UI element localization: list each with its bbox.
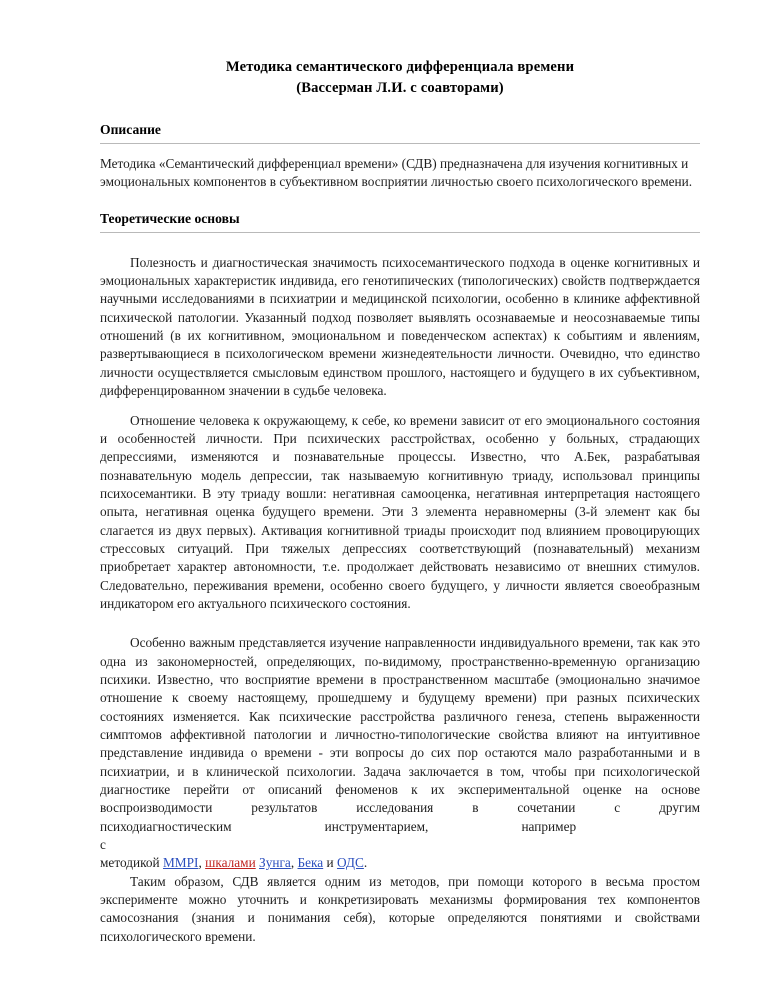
methodology-prefix: методикой — [100, 855, 163, 871]
methodology-links-line — [100, 854, 700, 872]
link-separator-4: и — [323, 855, 337, 871]
theory-paragraph-4: Таким образом, СДВ является одним из методов, при помощи которого в весьма простом эксперименте можно уточнить и конкретизировать механизмы формирования тех компонентов самосознания (знания и понимания себя), которые определяются понятиями и свойствами психологического времени. — [100, 873, 700, 944]
theory-paragraph-3 — [100, 634, 700, 854]
theory-paragraph-1: Полезность и диагностическая значимость психосемантического подхода в оценке когнитивных и эмоциональных характеристик индивида, его генотипических (типологических) свойств подтверждается научными исследованиями в психиатрии и медицинской психологии, особенно в клинике аффективной психической патологии. Указанный подход позволяет выявлять осознаваемые и неосознаваемые типы отношений (в их когнитивном, эмоциональном и поведенческом аспектах) к событиям и явлениям, развертывающиеся в психологическом времени жизнедеятельности личности. Очевидно, что единство личности осуществляется смысловым единством прошлого, настоящего и будущего в их субъективном, дифференцированном значении в судьбе человека. — [100, 254, 700, 399]
page-title-line-1: Методика семантического дифференциала времени — [225, 59, 575, 75]
link-zunga[interactable]: Зунга — [259, 855, 291, 871]
theory-paragraph-3-word-3: например — [521, 818, 577, 834]
theory-paragraph-2: Отношение человека к окружающему, к себе, ко времени зависит от его эмоционального состояния и особенностей личности. При психических расстройствах, особенно у больных, страдающих депрессиями, изменяются и познавательные процессы. Известно, что А.Бек, разрабатывая познавательную модель депрессии, так называемую когнитивную триаду, использовал принципы психосемантики. В эту триаду вошли: негативная самооценка, негативная интерпретация настоящего опыта, негативная оценка будущего времени. Эти 3 элемента неравномерны (3-й элемент как бы слагается из двух первых). Активация когнитивной триады происходит под влиянием провоцирующих стрессовых ситуаций. При тяжелых депрессиях соответствующий (познавательный) механизм приобретает характер автономности, т.е. продолжает действовать независимо от внешних стимулов. Следовательно, переживания времени, особенно своего будущего, у личности является своеобразным индикатором его актуального психического состояния. — [100, 412, 700, 611]
section-heading-description: Описание — [100, 122, 700, 143]
link-separator-1: , — [198, 855, 206, 871]
link-beka[interactable]: Бека — [297, 855, 324, 871]
page-title-line-2: (Вассерман Л.И. с соавторами) — [296, 79, 504, 96]
link-ods[interactable]: ОДС — [336, 855, 364, 871]
link-line-suffix: . — [363, 855, 368, 871]
theory-paragraph-3-text: Особенно важным представляется изучение направленности индивидуального времени, так как это одна из закономерностей, определяющих, по-видимому, пространственно-временную организацию психики. Известно, что восприятие времени в пространственном масштабе (эмоционально значимое отношение к своему настоящему, прошедшему и будущему времени) при разных психических состояниях изменяется. Как психические расстройства различного генеза, степень выраженности симптомов аффективной патологии и личностно-типологические свойства влияют на интуитивное представление индивида о времени - эти вопросы до сих пор остаются мало разработанными и в психиатрии, и в клинической психологии. Задача заключается в том, чтобы при психологической диагностике перейти от описаний феноменов к их экспериментальной оценке на основе воспроизводимости результатов исследования в сочетании с другим — [100, 635, 700, 816]
theory-paragraph-3-word-4: с — [100, 837, 106, 853]
description-paragraph: Методика «Семантический дифференциал времени» (СДВ) предназначена для изучения когнитивных и эмоциональных компонентов в субъективном восприятии личностью своего психологического времени. — [100, 155, 693, 190]
link-separator-3: , — [290, 855, 298, 871]
theory-paragraph-3-word-2: инструментарием, — [324, 818, 429, 834]
link-mmpi[interactable]: MMPI — [162, 855, 199, 871]
section-heading-theory: Теоретические основы — [100, 211, 700, 232]
section-theory — [100, 211, 700, 946]
link-shkalami[interactable]: шкалами — [205, 855, 256, 871]
page-title — [100, 57, 700, 98]
section-description — [100, 122, 700, 191]
theory-paragraph-3-word-1: психодиагностическим — [100, 818, 232, 834]
